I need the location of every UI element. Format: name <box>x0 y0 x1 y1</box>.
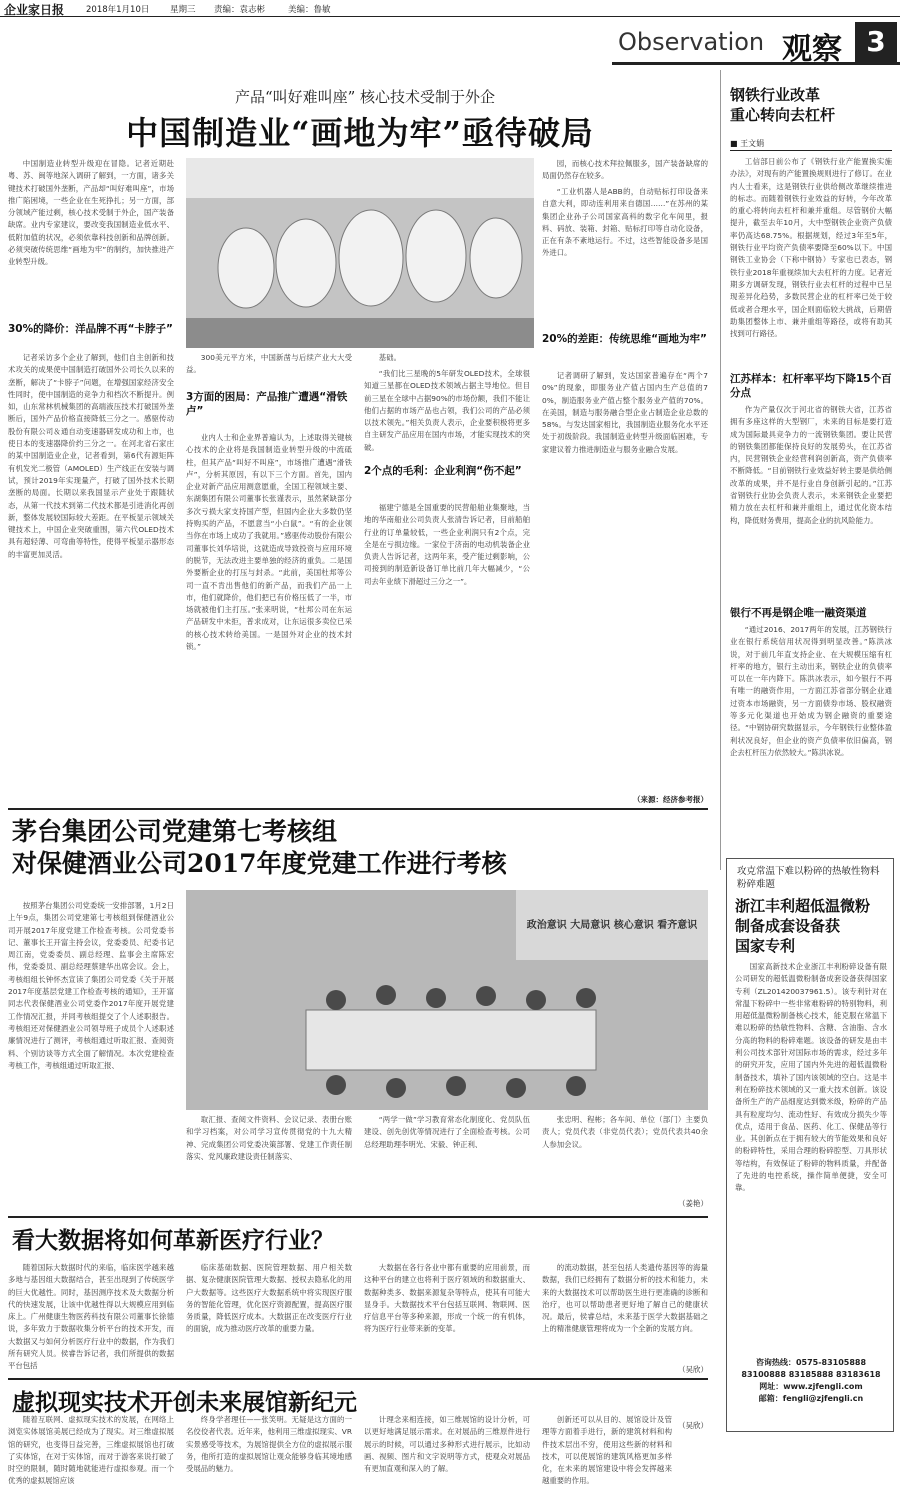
sidebar2-title-line1: 浙江丰利超低温微粉 <box>735 897 871 915</box>
sidebar2-box <box>726 858 894 1432</box>
article3-col4-text: 的流动数据，甚至包括人类遗传基因等的海量数据，我们已经拥有了数据分析的技术和能力，未来的大数据技术可以帮助医生进行更准确的诊断和治疗，也可以帮助患者更好地了解自己的健康状况。最后，侯睿总结，未来基于医学大数据基础之上的精准健康管理将成为一个全新的发展方向。 <box>542 1263 708 1334</box>
article1-col4 <box>542 158 708 184</box>
article4-headline: 虚拟现实技术开创未来展馆新纪元 <box>12 1389 357 1416</box>
article3-col4 <box>542 1262 708 1362</box>
sidebar1-subhead-2: 银行不再是钢企唯一融资渠道 <box>730 607 867 619</box>
article1-col4-body2 <box>542 370 708 792</box>
issue-date: 2018年1月10日 <box>86 5 150 15</box>
sidebar1-title-line1: 钢铁行业改革 <box>730 86 821 104</box>
article1-col2-body <box>186 432 352 807</box>
article1-col3 <box>364 352 530 366</box>
sidebar1-subhead-1: 江苏样本：杠杆率平均下降15个百分点 <box>730 373 892 399</box>
article1-kicker: 产品“叫好难叫座” 核心技术受制于外企 <box>234 88 496 106</box>
editor-credit: 责编：袁志彬 <box>214 5 266 15</box>
photo-wall-slogan: 政治意识 大局意识 核心意识 看齐意识 <box>526 920 698 931</box>
sidebar1-intro-text: 工信部日前公布了《钢铁行业产能置换实施办法》，对现有的产能置换规则进行了修订。在业内人士看来，这是钢铁行业供给侧改革继续推进的标志。而随着钢铁行业效益的好转，今年改革的重心将转向去杠杆和兼并重组。尽管钢价大幅提升，截至去年10月，大中型钢铁企业资产负债率仍高达68.75%。根据规划，经过3年至5年，钢铁行业平均资产负债率要降至60%以下。中国钢铁工业协会（下称中钢协）专家也已表态，钢铁行业2018年重视续加大去杠杆的力度。记者近期多方调研发现，钢铁行业去杠杆的过程中已呈现差异化趋势，多数民营企业的杠杆率已处于较低或者合理水平，国企则面临较大挑战，后期借助集团整体上市、兼并重组等路径，或将有助其找到可行路径。 <box>730 157 892 339</box>
contact-hotline <box>735 1357 887 1369</box>
article4-col1 <box>8 1414 174 1486</box>
wind-blade-factory-illustration <box>186 158 534 348</box>
article2-headline-line1: 茅台集团公司党建第七考核组 <box>12 817 338 846</box>
article1-col2b-text: 业内人士和企业界普遍认为，上述取得关键核心技术的企业将是我国制造业转型升级的中流砥柱，但其产品“叫好不叫座”，市场推广遭遇“滑铁卢”，分析其原因，有以下三个方面。首先，国内企业对新产品应用测意愿重，全国工程领域主要、东湖集团有限公司董事长张谨表示，虽然紧缺部分多次亏损大家支持国产型，但国内企业大多数仍坚持购买的产品，不愿意当“小白鼠”。“有的企业领当你在市场上成功了我就用。”感驱传动股份有限公司董事长刘华培说，这就造成导致投资与应用环境的脱节，无法改进主要单独的经济的重负。二是国外要断企业的打压与封杀。“此前，美国杜邦等公司一直不肯出售他们的新产品，而我们产品一上市，他们就降价，他们把已有价格压低了一半，市场就被他们主打压。”张来明说，“杜邦公司在东运产品研发中未拒，普求成对，让东运很多卖位已采的核心技术转给美国。一是国外对企业的技术封锁。” <box>186 433 352 652</box>
article1-col1b-text: 记者采访多个企业了解到，他们自主创新和技术攻关的成果使中国制造打破国外公司长久以来的垄断，解决了“卡脖子”问题，在增强国家经济安全性同时，使中国制造的竞争力和档次不断提升。例如，山东常林机械集团的高端液压技术打破国外垄断后，国外产品价格直接降低三分之一。感驱传动股份有限公司＆通自动变速器研发成功和上市，也使日本的变速器降价约三分之一。在河北省石家庄的某中国制造业企业，记者看到，第6代有源矩阵有机发光二极管（AMOLED）生产线正在安装与调试，预计2019年实现量产，打破了国外技术长期垄断的局面。长期以来我国显示产业处于跟随状态，从第一代技术到第二代技术都是引进消化再创新，整体发展较国际较大差距。在平板显示领域关键技术上，中国企业突破重围，第六代OLED技术具有超轻薄、可弯曲等特性，使得平板显示器形态的丰富更加灵活。 <box>8 353 174 559</box>
article2-col3 <box>364 1114 530 1210</box>
article4-col4 <box>542 1414 672 1486</box>
article1-col3-body <box>364 368 530 458</box>
contact-label: 咨询热线： <box>755 1358 796 1367</box>
masthead <box>0 0 900 17</box>
article2-col2-text: 取汇报、查阅文件资料、会议记录、表册台账和学习档案，对公司学习宣传贯彻党的十九大精神、完成集团公司党委决策部署、党建工作责任制落实、党风廉政建设责任制落实、 <box>186 1115 352 1161</box>
article1-col4b-text: “工业机器人是ABB的，自动贴标打印设备来自意大利，即动连利用来自德国……”在苏州的某集团企业孙子公司国家高科的数字化车间里，报料、码放、装箱、封箱、贴标打印等自动化设备，正在有条不紊地运行。不过，这些智能设备多是国外进口。 <box>542 187 708 258</box>
designer-credit: 美编：鲁敏 <box>288 5 331 15</box>
sidebar1-body-2 <box>730 624 892 854</box>
article1-subhead-2: 3方面的困局：产品推广遭遇“滑铁卢” <box>186 391 348 417</box>
sidebar1-byline: ■ 王文娟 <box>730 139 765 148</box>
contact-email: 邮箱：fengli@zjfengli.cn <box>758 1394 864 1403</box>
article2-col4 <box>542 1114 708 1194</box>
article3-col1-text: 随着国际大数据时代的来临，临床医学越来越多地与基因组大数据结合，甚至出现到了传统医学的巨大优越性。同时，基因测序技术及大数据分析代的快速发展，让该中优越性得以大规模应用到临床上。广州健康生物医药科技有限公司董事长徐德说，多年致力于数据收集分析平台的技术开发，而大数据又与如何分析医疗行业中的数据，作为我们所有研究人员。侯睿告诉记者，我们所提供的数据平台包括 <box>8 1263 174 1371</box>
article4-col4-text: 创新还可以从目的、展馆设计及管理等方面着手进行，新的建筑材料和构件技术层出不穷，使用这些新的材料和技术，可以使展馆的建筑风格更加多样化，在未来的展馆建设中将会发挥越来越重要的作用。 <box>542 1415 672 1486</box>
article4-col2-text: 终身学者理任——张笑明。无疑是这方面的一名佼佼者代表。近年来，他利用三维虚拟现实、VR实景感受等技术，为展馆提供全方位的虚拟展示服务，他所打造的虚拟展馆让观众能够身临其境地感受展品的魅力。 <box>186 1415 352 1474</box>
sidebar1-byline-rule <box>730 150 892 151</box>
article1-col1-body <box>8 352 174 807</box>
article2-col1 <box>8 900 174 1210</box>
article1-col1-intro <box>8 158 174 318</box>
article2-col1-text: 按照茅台集团公司党委统一安排部署，1月2日上午9点，集团公司党建第七考核组到保健酒业公司开展2017年度党建工作检查考核。公司党委书记、董事长王开富主持会议，党委委员、纪委书记周江南，党委委员、副总经理、监事会主席陈宏伟，党委委员、副总经理蔡建华出席会议。会上，考核组组长钟怀杰宣读了集团公司党委《关于开展2017年度基层党建工作检查考核的通知》，王开富同志代表保健酒业公司党委作2017年度开展党建工作情况汇报，并同考核组提交了个人述职报告。考核组还对保健酒业公司领导班子成员个人述职述廉情况进行了测评，考核组通过听取汇报、查阅资料、个别访谈等方式全面了解情况。本次党建检查考核工作，考核组通过听取汇报、 <box>8 901 174 1070</box>
sidebar2-body <box>735 961 887 1351</box>
article1-col2-text: 300美元平方米，中国新凿与后续产业大大受益。 <box>186 353 352 375</box>
sidebar1-body1-text: 作为产量仅次于河北省的钢铁大省，江苏省拥有多座这样的大型钢厂，未来的目标是要打造成为国际最具竞争力的一流钢铁集团。要让民营的钢铁集团都能保持良好的发展势头，在江苏省内，民营钢铁企业经营利润创新高，资产负债率不断降低。“目前钢铁行业效益好转主要是供给侧改革的成果，并不是行业自身创新引起的。”江苏省钢铁行业协会负责人表示，未来钢铁企业要把精力放在去杠杆和兼并重组上，通过优化资本结构，降低财务费用，提高企业的抗风险能力。 <box>730 405 892 525</box>
article1-col3-text: 基础。 <box>378 353 401 362</box>
article1-col1-text: 中国制造业转型升级迎在冒隐。记者近期赴粤、苏、闽等地深入调研了解到，一方面，诸多关键技术打破国外垄断，产品却“叫好难叫座”，市场推广陷困境，一些企业在生死挣扎；另一方面，部分领域产能过剩，核心技术受制于外企，国产装备缺席。业内专家建议，要改变我国制造业低水平、低附加值的状况，必须依靠科技创新和品牌创新。必须突破传统思维“画地为牢”的制约，加快推进产业转型升级。 <box>8 159 174 267</box>
section-header <box>612 22 900 65</box>
section-title-cn: 观察 <box>782 32 842 67</box>
article1-col4-body <box>542 186 708 326</box>
article1-col2 <box>186 352 352 382</box>
article2-photo <box>186 890 708 1110</box>
article1-source: （来源：经济参考报） <box>633 795 708 804</box>
article4-col2 <box>186 1414 352 1474</box>
article1-col4-text: 园，而核心技术拜拉佩服多，国产装备缺席的局面仍然存在较多。 <box>542 159 708 181</box>
article3-col1 <box>8 1262 174 1374</box>
article3-source: （吴欣） <box>678 1365 708 1374</box>
article3-col2 <box>186 1262 352 1374</box>
article1-col4c-text: 记者调研了解到，发达国家普遍存在“两个70%”的现象，即服务业产值占国内生产总值的70%，制造服务业产值占整个服务业产值的70%。在美国，制造与服务融合型企业占制造企业总数的58%。与发达国家相比，我国制造业服务化水平还处于初级阶段。我国制造业转型升级面临困难，专家建议着力推进制造业与服务业融合发展。 <box>542 371 708 454</box>
article2-col3-text: “两学一做”学习教育常态化制度化、党员队伍建设、创先创优等情况进行了全面检查考核。公司总经理助理李明光、宋毅、钟正利、 <box>364 1115 530 1149</box>
paper-name: 企业家日报 <box>4 3 65 17</box>
contact-phone: 0575-83105888 <box>795 1358 867 1367</box>
article3-col3 <box>364 1262 530 1374</box>
article3-col3-text: 大数据在各行各业中都有重要的应用前景，而这种平台的建立也将利于医疗领域的和数据重大、数据种类多、数据来源复杂等特点，使其有可能大显身手。大数据技术平台包括互联网、物联网、医疗信息平台等多种来源，形成一个统一的有机体，将为医疗行业带来新的变革。 <box>364 1263 530 1334</box>
article3-headline: 看大数据将如何革新医疗行业？ <box>12 1227 334 1254</box>
sidebar2-title-line2: 制备成套设备获 <box>735 917 841 935</box>
article1-photo <box>186 158 534 348</box>
article4-col3-text: 计理念来相连接，如三维展馆的设计分析，可以更好地满足展示需求。在对展品的三维原件进行展示的时候，可以通过多种形式进行展示，比如动画、视频、图片和文字说明等方式，使观众对展品有更加直观和深入的了解。 <box>364 1415 530 1474</box>
article3-col2-text: 临床基础数据、医院管理数据、用户相关数据、复杂健康医院管理大数据、授权去隐私化的用户大数据等。这些医疗大数据系统中将实现医疗服务的智能化管理，优化医疗资源配置，提高医疗服务质量，降低医疗成本。大数据正在改变医疗行业的面貌，成为推动医疗改革的重要力量。 <box>186 1263 352 1334</box>
article4-source: （吴欣） <box>678 1421 708 1430</box>
sidebar1-intro <box>730 156 892 364</box>
article2-col2 <box>186 1114 352 1210</box>
sidebar2-kicker: 攻克常温下难以粉碎的热敏性物料粉碎难题 <box>737 866 880 890</box>
sidebar1-title-line2: 重心转向去杠杆 <box>730 106 836 124</box>
article1-col3b-text: “我们比三星晚的5年研发OLED技术，全球很知道三星都在OLED技术领域占据主导地位。但目前三星在全球中占据90%的市场份额，我们不能让他们占据的市场产品也占领，我们公司的产品必须以技术领先。”相关负责人表示，企业要积极将更多自主研发产品应用在国内市场，才能实现技术的突破。 <box>364 369 530 452</box>
article4-top-rule <box>8 1378 708 1380</box>
sidebar1-body-1 <box>730 404 892 604</box>
article2-headline-line2: 对保健酒业公司2017年度党建工作进行考核 <box>12 849 507 878</box>
contact-website: 网址：www.zjfengli.com <box>759 1382 863 1391</box>
article1-subhead-1: 30%的降价：洋品牌不再“卡脖子” <box>8 323 173 335</box>
article4-col3 <box>364 1414 530 1474</box>
article3-top-rule <box>8 1216 708 1218</box>
article1-col3c-text: 福建宁德是全国重要的民营船舶业集聚地，当地的华南船业公司负责人张清告诉记者，目前船舶行业的订单量较低，一些企业利润只有2个点，完全是在亏损边缘。一家位于济南的电动机装备企业负责人告诉记者，这两年来，受产能过剩影响，公司接到的制造新设备订单比前几年大幅减少，“公司去年业绩下滑超过三分之一”。 <box>364 503 530 586</box>
sidebar2-title-line3: 国家专利 <box>735 937 796 955</box>
article1-subhead-4: 20%的差距：传统思维“画地为牢” <box>542 333 707 345</box>
article1-headline: 中国制造业“画地为牢”亟待破局 <box>126 114 594 152</box>
section-title-en: Observation <box>618 28 765 56</box>
sidebar2-contact <box>735 1357 887 1405</box>
article1-subhead-3: 2个点的毛利：企业利润“伤不起” <box>364 465 522 477</box>
article2-top-rule <box>8 808 708 810</box>
weekday: 星期三 <box>170 5 196 15</box>
article2-source: （姜艳） <box>678 1199 708 1208</box>
sidebar-divider <box>720 70 721 870</box>
article4-col1-text: 随着互联网、虚拟现实技术的发展，在网络上浏览实体展馆美展已经成为了现实。对三维虚拟展馆的研究，也变得日益完善，三维虚拟展馆也打破了实体馆，在对于实体馆，而对于游客来说打破了时空的限制，随时随地就能进行虚拟参观。而一个优秀的虚拟展馆应该 <box>8 1415 174 1486</box>
sidebar1-body2-text: “通过2016、2017两年的发展，江苏钢铁行业在银行系统信用状况得到明显改善。”陈洪冰说，对于前几年直支持企业、在大规模压缩有杠杆率的地方，银行主动出来，钢铁企业的负债率可以在一年内降下。陈洪冰表示，如今银行不再有唯一的融资作用，一方面江苏省部分钢企业通过资本市场融资，另一方面债券市场、股权融资等多元化渠道也开始成为钢企融资的重要途径。“中钢协研究数据显示，今年钢铁行业整体盈利状况良好，但企业的资产负债率依旧偏高，钢企去杠杆压力依然较大。”陈洪冰说。 <box>730 625 892 757</box>
article2-col4-text: 张忠明、程彬；各车间、单位（部门）主要负责人；党员代表（非党员代表）；党员代表共40余人参加会议。 <box>542 1115 708 1149</box>
sidebar2-body-text: 国家高新技术企业浙江丰利粉碎设备有限公司研发的超低温微粉制备成套设备获得国家专利（ZL201420037961.5）。该专利针对在常温下粉碎中一些非常难粉碎的特别物料，利用超低温微粉制备核心技术，能克服在常温下难以粉碎的热敏性物料、含糖、含油脂、含水分高的物料的粉碎难题。该设备的研发是由丰利公司技术部针对国际市场的需求，经过多年的研究开发，应用了国内外先进的超低温微粉制备技术，填补了国内该领域的空白。这是丰利在粉碎技术领域的又一重大技术创新。该设备所生产的产品细度达到微米级，粉碎的产品具有粒度均匀、流动性好、有效成分损失少等优点，适用于食品、医药、化工、保健品等行业。其创新点在于拥有较大的节能效果和良好的粉碎特性，采用合理的粉碎腔型、刀具形状等结构，有效保证了粉碎的物料质量，并配备了先进的电控系统，操作简单便捷，安全可靠。 <box>735 962 887 1193</box>
article1-col3-body2 <box>364 502 530 807</box>
contact-phones: 83100888 83185888 83183618 <box>741 1370 881 1379</box>
page-number: 3 <box>855 22 897 62</box>
